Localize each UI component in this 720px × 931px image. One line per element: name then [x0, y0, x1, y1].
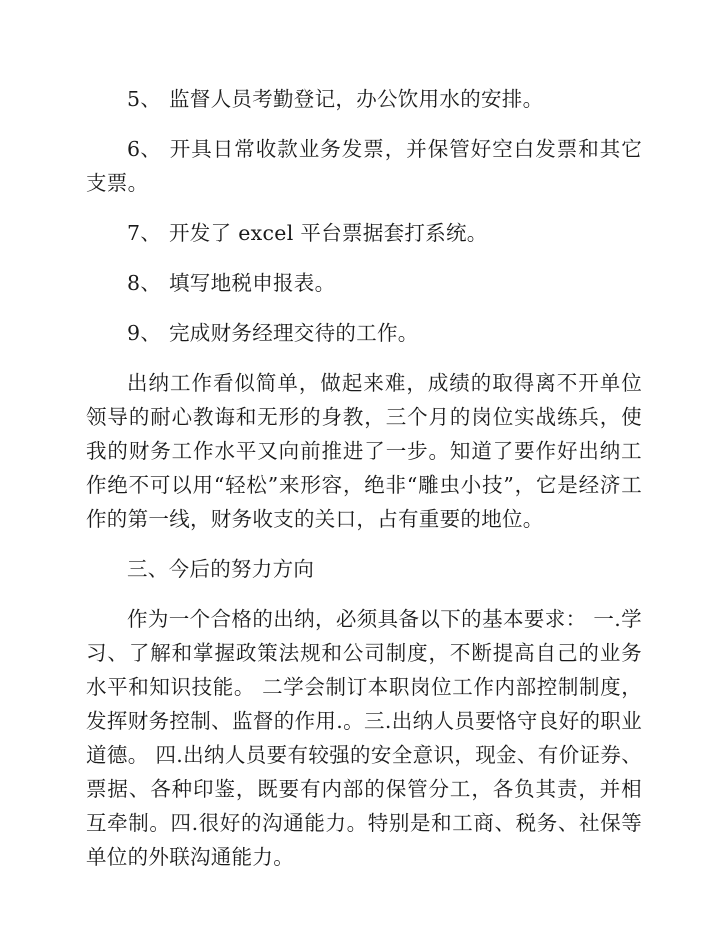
list-item-number: 7、 [127, 221, 162, 245]
list-item-text: 开发了 excel 平台票据套打系统。 [169, 221, 488, 245]
list-item-text: 完成财务经理交待的工作。 [169, 321, 419, 345]
list-item [86, 216, 642, 250]
list-item [86, 132, 642, 200]
list-item [86, 266, 642, 300]
list-item-text: 开具日常收款业务发票，并保管好空白发票和其它支票。 [86, 137, 642, 195]
list-item-text: 填写地税申报表。 [169, 271, 336, 295]
list-item-number: 9、 [127, 321, 162, 345]
requirements-paragraph: 作为一个合格的出纳，必须具备以下的基本要求： 一.学习、了解和掌握政策法规和公司制度，不断提高自己的业务水平和知识技能。 二学会制订本职岗位工作内部控制制度，发挥财务控制、监督的作用.。三.出纳人员要恪守良好的职业道德。 四.出纳人员要有较强的安全意识，现金、有价证券、票据、各种印鉴，既要有内部的保管分工，各负其责，并相互牵制。四.很好的沟通能力。特别是和工商、税务、社保等单位的外联沟通能力。 [86, 607, 642, 869]
list-item-number: 8、 [127, 271, 162, 295]
list-item-number: 6、 [127, 137, 162, 161]
list-item [86, 82, 642, 116]
list-item [86, 316, 642, 350]
list-item-number: 5、 [127, 87, 162, 111]
summary-paragraph: 出纳工作看似简单，做起来难，成绩的取得离不开单位领导的耐心教诲和无形的身教，三个月的岗位实战练兵，使我的财务工作水平又向前推进了一步。知道了要作好出纳工作绝不可以用“轻松”来形容，绝非“雕虫小技”，它是经济工作的第一线，财务收支的关口，占有重要的地位。 [86, 371, 642, 531]
document-body [86, 82, 642, 890]
list-item-text: 监督人员考勤登记，办公饮用水的安排。 [169, 87, 544, 111]
section-heading: 三、今后的努力方向 [127, 557, 315, 581]
